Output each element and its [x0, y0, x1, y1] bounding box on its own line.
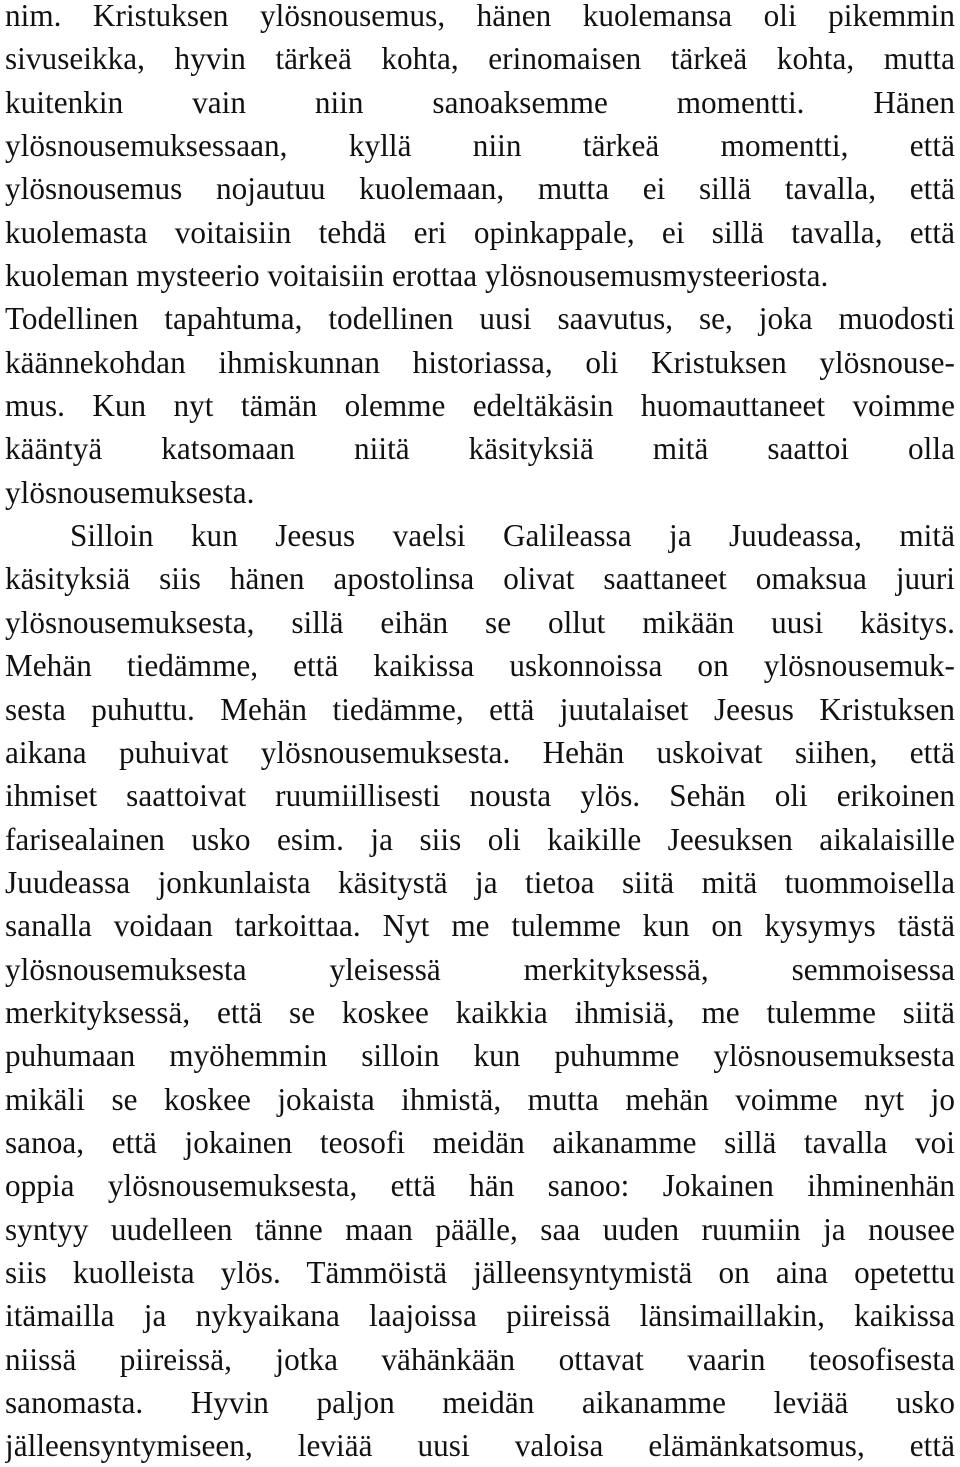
text-line: kuolemasta voitaisiin tehdä eri opinkappale, ei sillä tavalla, että: [5, 214, 955, 250]
text-line: merkityksessä, että se koskee kaikkia ihmisiä, me tulemme siitä: [5, 994, 955, 1030]
text-line: puhumaan myöhemmin silloin kun puhumme ylösnousemuksesta: [5, 1038, 955, 1074]
text-line: jälleensyntymiseen, leviää uusi valoisa elämänkatsomus, että: [5, 1428, 955, 1464]
text-line: sanoa, että jokainen teosofi meidän aikanamme sillä tavalla voi: [5, 1124, 955, 1160]
text-line: käsityksiä siis hänen apostolinsa olivat saattaneet omaksua juuri: [5, 561, 955, 597]
text-line: Mehän tiedämme, että kaikissa uskonnoissa on ylösnousemuk-: [5, 648, 955, 684]
text-line: ylösnousemuksesta.: [5, 474, 255, 510]
text-line: aikana puhuivat ylösnousemuksesta. Hehän uskoivat siihen, että: [5, 734, 955, 770]
body-text: [5, 0, 955, 1467]
text-line: ylösnousemuksesta yleisessä merkityksessä, semmoisessa: [5, 951, 955, 987]
text-line: Juudeassa jonkunlaista käsitystä ja tietoa siitä mitä tuommoisella: [5, 864, 955, 900]
text-line: Silloin kun Jeesus vaelsi Galileassa ja Juudeassa, mitä: [70, 518, 955, 554]
text-line: sivuseikka, hyvin tärkeä kohta, erinomaisen tärkeä kohta, mutta: [5, 41, 955, 77]
text-line: käännekohdan ihmiskunnan historiassa, oli Kristuksen ylösnouse-: [5, 344, 955, 380]
text-line: mikäli se koskee jokaista ihmistä, mutta mehän voimme nyt jo: [5, 1081, 955, 1117]
text-line: ylösnousemuksessaan, kyllä niin tärkeä momentti, että: [5, 128, 955, 164]
text-line: sesta puhuttu. Mehän tiedämme, että juutalaiset Jeesus Kristuksen: [5, 691, 955, 727]
text-line: niissä piireissä, jotka vähänkään ottavat vaarin teosofisesta: [5, 1341, 955, 1377]
text-line: farisealainen usko esim. ja siis oli kaikille Jeesuksen aikalaisille: [5, 821, 955, 857]
text-line: sanalla voidaan tarkoittaa. Nyt me tulemme kun on kysymys tästä: [5, 908, 955, 944]
text-line: ylösnousemuksesta, sillä eihän se ollut mikään uusi käsitys.: [5, 604, 955, 640]
text-line: ihmiset saattoivat ruumiillisesti nousta ylös. Sehän oli erikoinen: [5, 778, 955, 814]
text-line: kuitenkin vain niin sanoaksemme momentti. Hänen: [5, 84, 955, 120]
text-line: sanomasta. Hyvin paljon meidän aikanamme leviää usko: [5, 1385, 955, 1420]
text-line: kuoleman mysteerio voitaisiin erottaa ylösnousemusmysteeriosta.: [5, 258, 829, 294]
text-line: siis kuolleista ylös. Tämmöistä jälleensyntymistä on aina opetettu: [5, 1254, 955, 1290]
text-line: kääntyä katsomaan niitä käsityksiä mitä saattoi olla: [5, 431, 955, 467]
text-line: nim. Kristuksen ylösnousemus, hänen kuolemansa oli pikemmin: [5, 0, 955, 33]
text-line: ylösnousemus nojautuu kuolemaan, mutta ei sillä tavalla, että: [5, 171, 955, 207]
text-line: Todellinen tapahtuma, todellinen uusi saavutus, se, joka muodosti: [5, 301, 955, 337]
text-line: oppia ylösnousemuksesta, että hän sanoo: Jokainen ihminenhän: [5, 1168, 955, 1204]
text-line: itämailla ja nykyaikana laajoissa piireissä länsimaillakin, kaikissa: [5, 1298, 955, 1334]
text-line: mus. Kun nyt tämän olemme edeltäkäsin huomauttaneet voimme: [5, 388, 955, 424]
text-line: syntyy uudelleen tänne maan päälle, saa uuden ruumiin ja nousee: [5, 1211, 955, 1247]
